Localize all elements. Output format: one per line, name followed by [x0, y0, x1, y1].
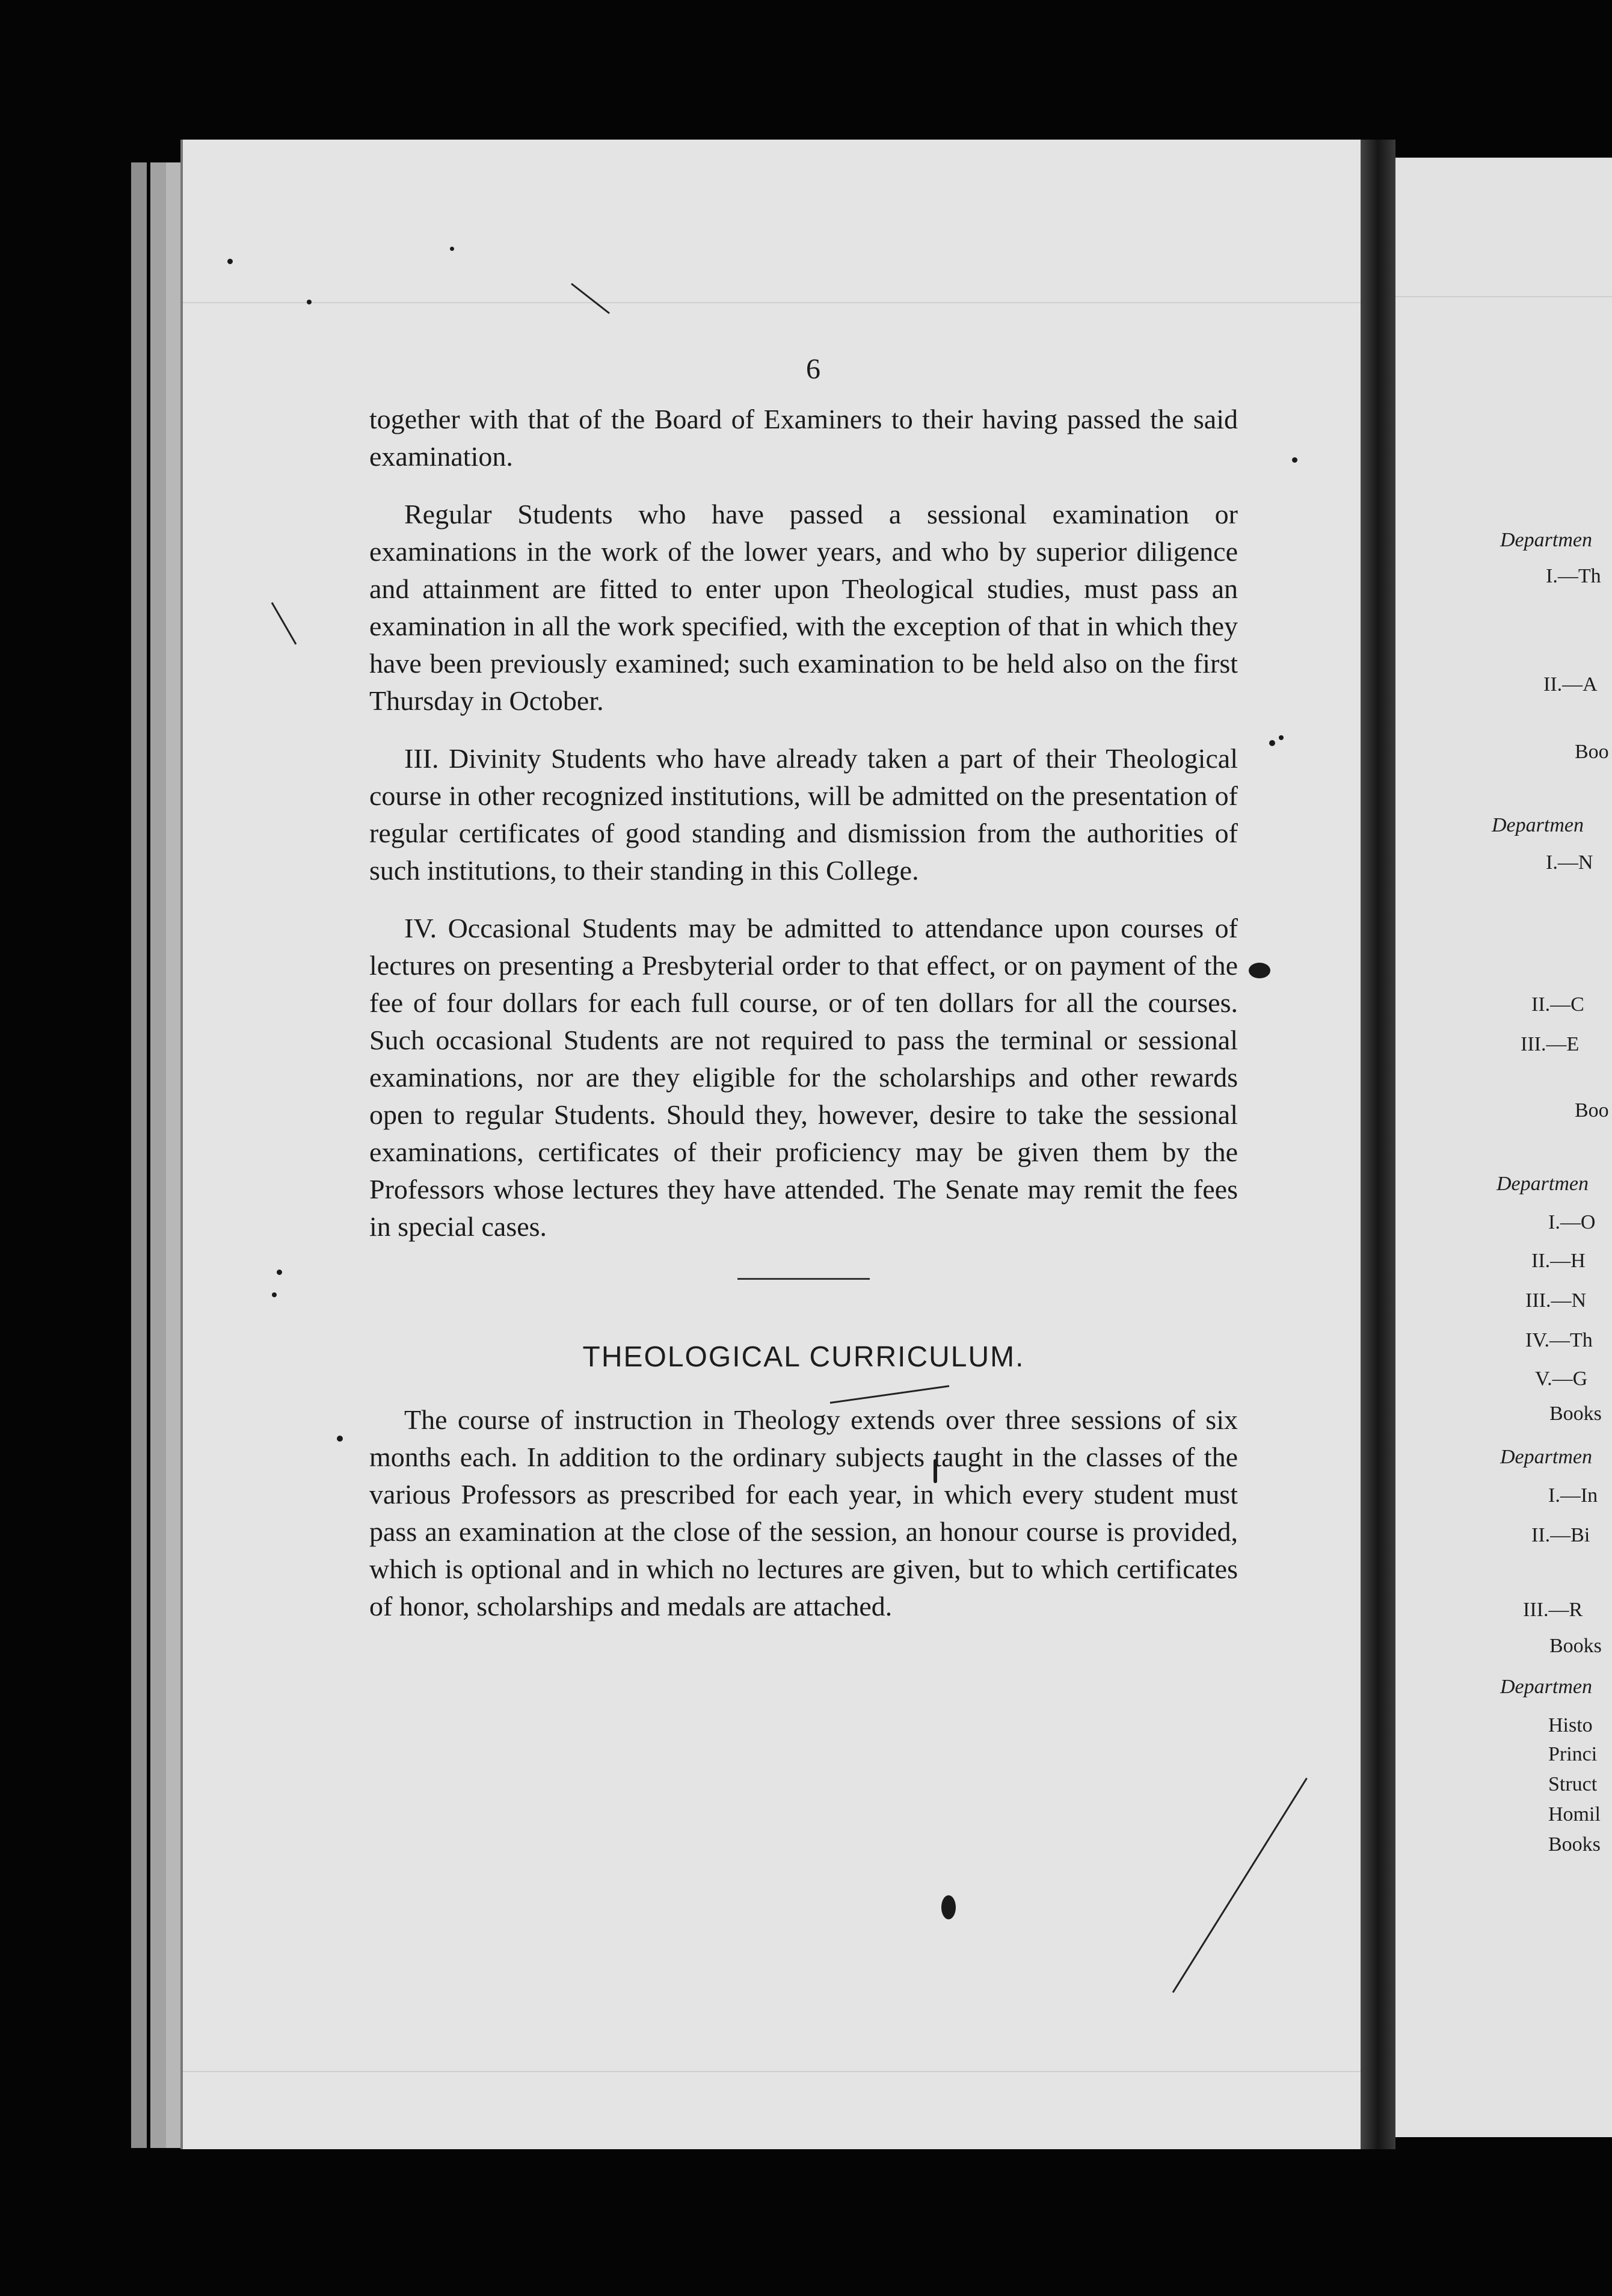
- speck: [1249, 963, 1270, 978]
- speck: [941, 1895, 956, 1919]
- facing-page-fragment: Books: [1549, 1635, 1602, 1657]
- facing-page-fragment: Books: [1549, 1403, 1602, 1425]
- body-paragraph: Regular Students who have passed a sessional examination or examinations in the work of the lower years, and who by superior diligence and attainment are fitted to enter upon Theological studies, must pass an examination in all the work specified, with the exception of that in which they have been previously examined; such examination to be held also on the first Thursday in October.: [369, 499, 1238, 716]
- facing-page-fragment: I.—N: [1546, 851, 1593, 874]
- facing-page-fragment: Departmen: [1497, 1173, 1589, 1195]
- section-heading: THEOLOGICAL CURRICULUM.: [582, 1341, 1025, 1373]
- speck: [307, 300, 312, 304]
- speck: [277, 1270, 282, 1275]
- book-gutter: [1361, 140, 1395, 2149]
- facing-page-fragment: Boo: [1575, 1099, 1609, 1122]
- page-body: [369, 401, 1238, 1646]
- facing-page-fragment: Boo: [1575, 741, 1609, 763]
- speck: [1292, 457, 1297, 463]
- speck: [1269, 740, 1275, 746]
- body-paragraph: The course of instruction in Theology extends over three sessions of six months each. In addition to the ordinary subjects taught in the classes of the various Professors as prescribed for each year, in which every student must pass an examination at the close of the session, an honour course is provided, which is optional and in which no lectures are given, but to which certificates of honor, scholarships and medals are attached.: [369, 1404, 1238, 1622]
- facing-page-fragment: III.—N: [1525, 1289, 1587, 1312]
- ruled-line: [1395, 296, 1612, 297]
- body-paragraph: IV. Occasional Students may be admitted to attendance upon courses of lectures on presenting a Presbyterial order to that effect, or on payment of the fee of four dollars for each full course, or of ten dollars for all the courses. Such occasional Students are not required to pass the terminal or sessional examinations, nor are they eligible for the scholarships and other rewards open to regular Students. Should they, however, desire to take the sessional examinations, certificates of their proficiency may be given them by the Professors whose lectures they have attended. The Senate may remit the fees in special cases.: [369, 913, 1238, 1242]
- facing-page-fragment: II.—C: [1531, 993, 1584, 1016]
- speck: [1279, 735, 1284, 740]
- facing-page-fragment: I.—Th: [1546, 565, 1601, 587]
- facing-page-fragment: I.—O: [1548, 1211, 1596, 1233]
- facing-page-fragment: Struct: [1548, 1773, 1598, 1795]
- facing-page-fragment: V.—G: [1535, 1368, 1588, 1390]
- facing-page-fragment: Departmen: [1500, 1676, 1592, 1698]
- facing-page-fragment: Departmen: [1500, 1446, 1592, 1468]
- page-stack-edge: [150, 162, 166, 2148]
- facing-page-fragment: IV.—Th: [1525, 1329, 1593, 1351]
- facing-page-fragment: Departmen: [1500, 529, 1592, 551]
- facing-page-fragment: III.—R: [1523, 1599, 1583, 1621]
- body-paragraph: together with that of the Board of Examiners to their having passed the said examination.: [369, 404, 1238, 472]
- speck: [337, 1436, 343, 1442]
- speck: [272, 1292, 277, 1297]
- speck: [227, 259, 233, 264]
- facing-page-fragment: Homil: [1548, 1803, 1601, 1825]
- page-number: 6: [806, 353, 820, 385]
- section-divider: [737, 1278, 870, 1280]
- page-stack-edge: [131, 162, 147, 2148]
- facing-page-fragment: Departmen: [1492, 814, 1584, 836]
- ruled-line: [183, 302, 1363, 303]
- body-paragraph: III. Divinity Students who have already taken a part of their Theological course in other recognized institutions, will be admitted on the presentation of regular certificates of good standing and dismission from the authorities of such institutions, to their standing in this College.: [369, 743, 1238, 886]
- facing-page-fragment: Princi: [1548, 1743, 1598, 1765]
- facing-page-fragment: I.—In: [1548, 1484, 1598, 1507]
- ruled-line: [183, 2071, 1363, 2072]
- facing-page-fragment: II.—A: [1543, 673, 1598, 696]
- facing-page-fragment: II.—Bi: [1531, 1524, 1590, 1546]
- facing-page-fragment: Histo: [1548, 1714, 1593, 1736]
- speck: [450, 247, 454, 251]
- facing-page-fragment: Books: [1548, 1833, 1601, 1856]
- facing-page-fragment: II.—H: [1531, 1250, 1586, 1272]
- page-stack-edge: [166, 162, 182, 2148]
- facing-page-fragment: III.—E: [1521, 1033, 1580, 1055]
